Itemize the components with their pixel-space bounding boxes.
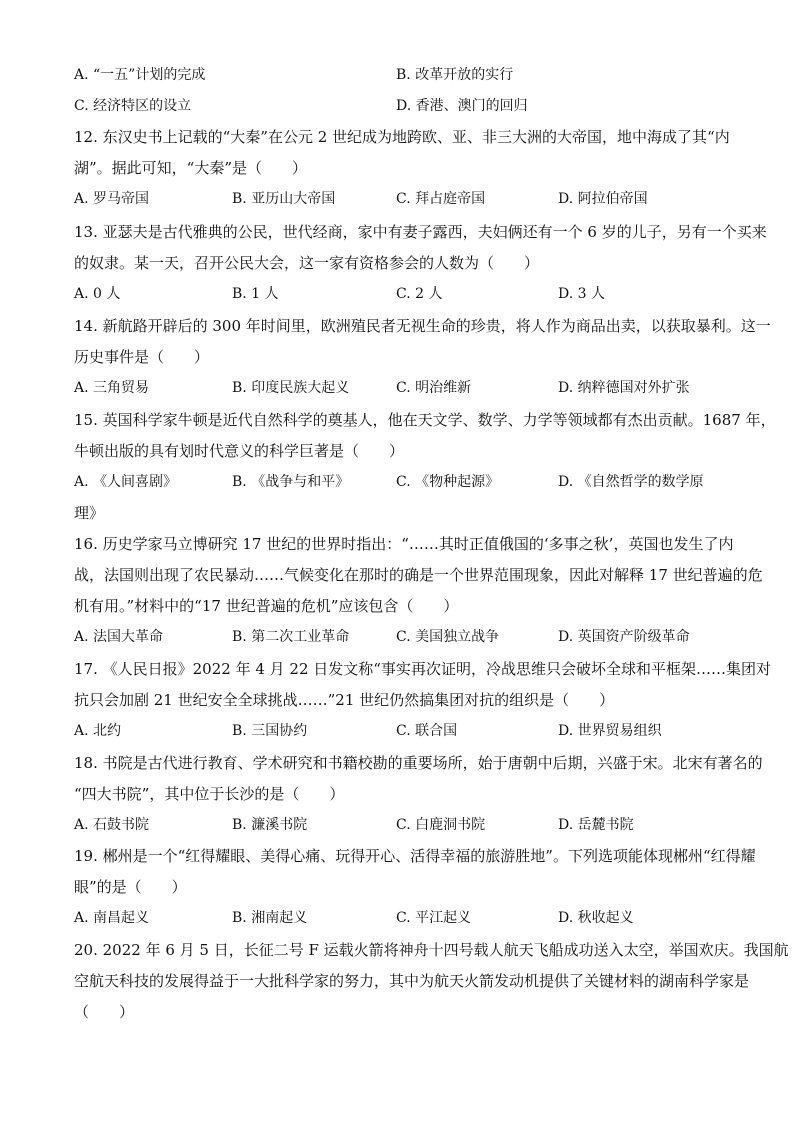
question-text-line: 历史事件是（ ） <box>74 348 210 366</box>
option-d: D. 世界贸易组织 <box>558 723 662 739</box>
option-c: C. 经济特区的设立 <box>74 98 192 114</box>
option-d: D. 3 人 <box>558 286 605 302</box>
question-18 <box>74 748 763 841</box>
option-c: C. 联合国 <box>396 723 458 739</box>
option-b: B. 第二次工业革命 <box>232 629 350 645</box>
question-text-line: 空航天科技的发展得益于一大批科学家的努力，其中为航天火箭发动机提供了关键材料的湖南科学家是 <box>74 972 750 990</box>
option-d: D. 香港、澳门的回归 <box>396 98 528 114</box>
option-a: A. 法国大革命 <box>74 629 164 645</box>
option-b: B. 亚历山大帝国 <box>232 191 336 207</box>
question-text-line: 抗只会加剧 21 世纪安全全球挑战……”21 世纪仍然搞集团对抗的组织是（ ） <box>74 691 615 709</box>
option-b: B. 湘南起义 <box>232 910 308 926</box>
option-d: D. 英国资产阶级革命 <box>558 629 690 645</box>
question-text-line: 机有用。”材料中的“17 世纪普遍的危机”应该包含（ ） <box>74 597 459 615</box>
question-11-options <box>74 60 722 122</box>
option-a: A. “一五”计划的完成 <box>74 67 206 83</box>
question-text-line: （ ） <box>74 1003 135 1021</box>
option-b: B. 三国协约 <box>232 723 308 739</box>
question-12 <box>74 122 730 215</box>
options-row <box>74 903 722 934</box>
question-text-line: “四大书院”，其中位于长沙的是（ ） <box>74 785 345 803</box>
option-a: A. 三角贸易 <box>74 380 150 396</box>
options-row <box>74 279 722 310</box>
question-text-line: 17. 《人民日报》2022 年 4 月 22 日发文称“事实再次证明，冷战思维只会破坏全球和平框架……集团对 <box>74 660 771 678</box>
question-text-line: 18. 书院是古代进行教育、学术研究和书籍校勘的重要场所，始于唐朝中后期，兴盛于宋。北宋有著名的 <box>74 754 763 772</box>
option-b: B. 濂溪书院 <box>232 817 308 833</box>
option-b: B. 1 人 <box>232 286 279 302</box>
option-d: D. 秋收起义 <box>558 910 634 926</box>
question-17 <box>74 654 771 747</box>
option-a: A. 《人间喜剧》 <box>74 474 178 490</box>
question-19 <box>74 841 756 934</box>
options-row <box>74 373 722 404</box>
option-a: A. 北约 <box>74 723 122 739</box>
question-text-line: 战，法国则出现了农民暴动……气候变化在那时的确是一个世界范围现象，因此对解释 17 世纪普遍的危 <box>74 566 763 584</box>
question-13 <box>74 217 767 310</box>
option-c: C. 拜占庭帝国 <box>396 191 486 207</box>
option-c: C. 明治维新 <box>396 380 472 396</box>
options-row <box>74 467 722 498</box>
question-text-line: 牛顿出版的具有划时代意义的科学巨著是（ ） <box>74 442 405 460</box>
options-row <box>74 622 722 653</box>
options-row <box>74 184 722 215</box>
question-14 <box>74 311 771 404</box>
option-b: B. 印度民族大起义 <box>232 380 350 396</box>
options-row <box>74 60 722 91</box>
options-row <box>74 91 722 122</box>
question-15 <box>74 405 776 529</box>
option-d-continuation: 理》 <box>74 504 105 522</box>
question-text-line: 16. 历史学家马立博研究 17 世纪的世界时指出：“……其时正值俄国的‘多事之秋’，英国也发生了内 <box>74 535 734 553</box>
options-row <box>74 716 722 747</box>
question-16 <box>74 529 763 653</box>
question-text-line: 眼”的是（ ） <box>74 878 187 896</box>
question-text-line: 15. 英国科学家牛顿是近代自然科学的奠基人，他在天文学、数学、力学等领域都有杰出贡献。1687 年， <box>74 411 776 429</box>
question-text-line: 12. 东汉史书上记载的“大秦”在公元 2 世纪成为地跨欧、亚、非三大洲的大帝国，地中海成了其“内 <box>74 128 730 146</box>
question-text-line: 19. 郴州是一个“红得耀眼、美得心痛、玩得开心、活得幸福的旅游胜地”。下列选项能体现郴州“红得耀 <box>74 847 756 865</box>
question-text-line: 20. 2022 年 6 月 5 日，长征二号 F 运载火箭将神舟十四号载人航天飞船成功送入太空，举国欢庆。我国航 <box>74 941 789 959</box>
option-d: D. 纳粹德国对外扩张 <box>558 380 690 396</box>
option-c: C. 平江起义 <box>396 910 472 926</box>
option-b: B. 《战争与和平》 <box>232 474 350 490</box>
option-d: D. 岳麓书院 <box>558 817 634 833</box>
option-a: A. 南昌起义 <box>74 910 150 926</box>
option-a: A. 石鼓书院 <box>74 817 150 833</box>
question-text-line: 13. 亚瑟夫是古代雅典的公民，世代经商，家中有妻子露西，夫妇俩还有一个 6 岁的儿子，另有一个买来 <box>74 223 767 241</box>
option-c: C. 《物种起源》 <box>396 474 500 490</box>
option-c: C. 美国独立战争 <box>396 629 500 645</box>
option-d: D. 《自然哲学的数学原 <box>558 474 704 490</box>
option-b: B. 改革开放的实行 <box>396 67 514 83</box>
option-c: C. 白鹿洞书院 <box>396 817 486 833</box>
question-text-line: 14. 新航路开辟后的 300 年时间里，欧洲殖民者无视生命的珍贵，将人作为商品出卖，以获取暴利。这一 <box>74 317 771 335</box>
option-c: C. 2 人 <box>396 286 443 302</box>
option-d: D. 阿拉伯帝国 <box>558 191 648 207</box>
options-row <box>74 810 722 841</box>
question-text-line: 的奴隶。某一天，召开公民大会，这一家有资格参会的人数为（ ） <box>74 254 540 272</box>
question-20 <box>74 935 789 1028</box>
question-text-line: 湖”。据此可知，“大秦”是（ ） <box>74 159 308 177</box>
option-a: A. 罗马帝国 <box>74 191 150 207</box>
option-a: A. 0 人 <box>74 286 121 302</box>
